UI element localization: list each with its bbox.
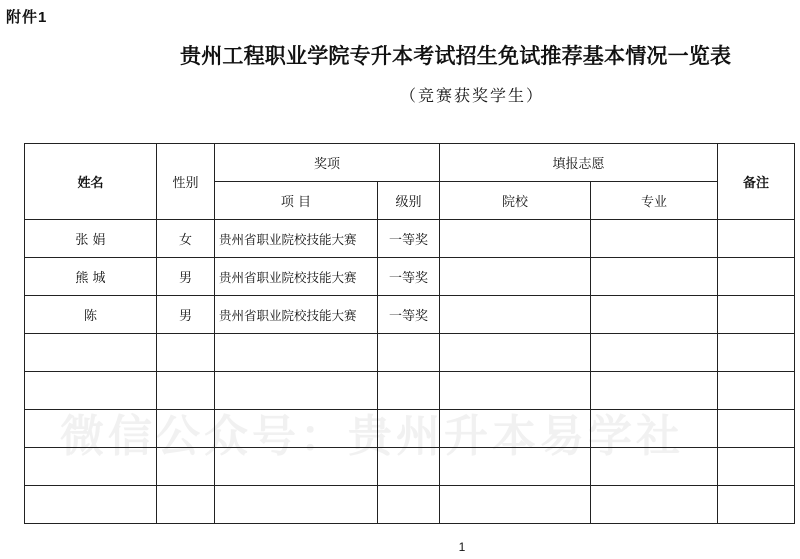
cell-remarks — [718, 486, 795, 524]
cell-gender — [157, 334, 215, 372]
cell-remarks — [718, 372, 795, 410]
cell-gender: 男 — [157, 296, 215, 334]
table-row — [25, 258, 795, 296]
cell-gender — [157, 410, 215, 448]
cell-project — [215, 334, 378, 372]
header-name: 姓名 — [25, 144, 157, 220]
table-row — [25, 486, 795, 524]
cell-project — [215, 448, 378, 486]
table-row — [25, 296, 795, 334]
cell-level — [378, 372, 440, 410]
cell-level — [378, 486, 440, 524]
cell-remarks — [718, 334, 795, 372]
table-row — [25, 220, 795, 258]
cell-level: 一等奖 — [378, 296, 440, 334]
header-level: 级别 — [378, 182, 440, 220]
cell-major — [591, 296, 718, 334]
cell-level — [378, 410, 440, 448]
cell-major — [591, 486, 718, 524]
cell-gender: 女 — [157, 220, 215, 258]
cell-remarks — [718, 220, 795, 258]
cell-gender: 男 — [157, 258, 215, 296]
cell-level: 一等奖 — [378, 258, 440, 296]
cell-name — [25, 486, 157, 524]
cell-project: 贵州省职业院校技能大赛 — [215, 258, 378, 296]
cell-name: 张 娟 — [25, 220, 157, 258]
cell-name — [25, 410, 157, 448]
cell-remarks — [718, 296, 795, 334]
cell-project: 贵州省职业院校技能大赛 — [215, 296, 378, 334]
cell-name — [25, 372, 157, 410]
watermark-text: 微信公众号：贵州升本易学社 — [60, 411, 684, 462]
cell-project — [215, 372, 378, 410]
header-award: 奖项 — [215, 144, 440, 182]
document-title: 贵州工程职业学院专升本考试招生免试推荐基本情况一览表 — [180, 43, 732, 68]
cell-project — [215, 486, 378, 524]
cell-school — [440, 448, 591, 486]
cell-name: 陈 — [25, 296, 157, 334]
recommendation-table — [24, 143, 795, 524]
cell-school — [440, 334, 591, 372]
cell-school — [440, 410, 591, 448]
cell-remarks — [718, 410, 795, 448]
cell-gender — [157, 486, 215, 524]
cell-major — [591, 372, 718, 410]
header-major: 专业 — [591, 182, 718, 220]
cell-name: 熊 城 — [25, 258, 157, 296]
cell-gender — [157, 372, 215, 410]
cell-level: 一等奖 — [378, 220, 440, 258]
cell-level — [378, 334, 440, 372]
cell-school — [440, 220, 591, 258]
cell-remarks — [718, 258, 795, 296]
header-remarks: 备注 — [718, 144, 795, 220]
cell-remarks — [718, 448, 795, 486]
cell-gender — [157, 448, 215, 486]
table-row — [25, 410, 795, 448]
header-school: 院校 — [440, 182, 591, 220]
cell-project — [215, 410, 378, 448]
cell-name — [25, 334, 157, 372]
header-preference: 填报志愿 — [440, 144, 718, 182]
cell-school — [440, 372, 591, 410]
table-row — [25, 448, 795, 486]
header-project: 项 目 — [215, 182, 378, 220]
header-gender: 性别 — [157, 144, 215, 220]
cell-major — [591, 334, 718, 372]
page-number: 1 — [458, 540, 466, 554]
cell-major — [591, 258, 718, 296]
cell-name — [25, 448, 157, 486]
table-row — [25, 372, 795, 410]
document-subtitle: （竞赛获奖学生） — [400, 86, 545, 105]
cell-school — [440, 296, 591, 334]
cell-major — [591, 448, 718, 486]
table-row — [25, 334, 795, 372]
attachment-label: 附件1 — [6, 9, 48, 26]
cell-level — [378, 448, 440, 486]
cell-school — [440, 258, 591, 296]
cell-school — [440, 486, 591, 524]
cell-major — [591, 220, 718, 258]
cell-project: 贵州省职业院校技能大赛 — [215, 220, 378, 258]
cell-major — [591, 410, 718, 448]
header-row-1 — [25, 144, 795, 182]
